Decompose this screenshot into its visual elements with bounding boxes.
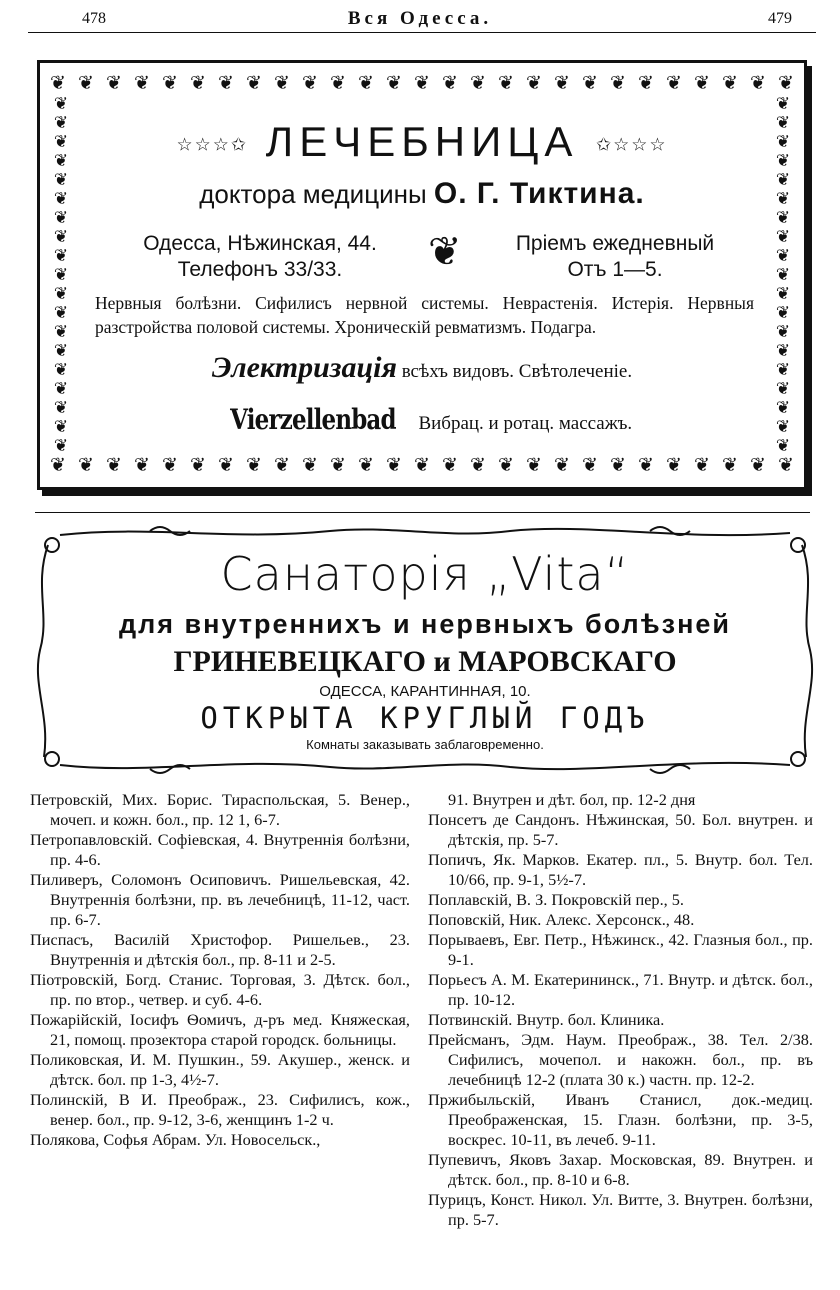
ornament-icon: ❦ [470,455,486,476]
ornament-icon: ❦ [498,73,514,94]
ornament-icon: ❦ [53,322,69,341]
ornament-icon: ❦ [775,398,791,417]
directory-entry-continuation: 91. Внутрен и дѣт. бол, пр. 12-2 дня [448,790,696,809]
ornament-icon: ❦ [53,436,69,455]
ornament-icon: ❦ [442,455,458,476]
clinic-advertisement [37,60,807,490]
ornament-icon: ❦ [694,73,710,94]
vierzellenbad-heading: Vierzellenbad [229,403,396,436]
doctor-line [50,177,794,211]
ornament-icon: ❦ [666,73,682,94]
running-header [30,6,810,34]
stars-right-decoration: ✩☆☆☆ [596,134,668,155]
ornament-icon: ❦ [78,73,94,94]
running-title: Вся Одесса. [347,8,493,29]
section-divider [35,512,810,513]
ornament-icon: ❦ [775,341,791,360]
ornament-icon: ❦ [274,73,290,94]
directory-entry: Понсетъ де Сандонъ. Нѣжинская, 50. Бол. внутрен. и дѣтскія, пр. 5-7. [428,810,813,849]
directory-entry: Писпасъ, Василій Христофор. Ришельев., 23. Внутреннія и дѣтскія бол., пр. 8-11 и 2-5. [30,930,410,969]
ornament-icon: ❦ [775,227,791,246]
ornament-icon: ❦ [470,73,486,94]
ornament-icon: ❦ [750,73,766,94]
ornament-icon: ❦ [162,73,178,94]
electrization-text: всѣхъ видовъ. Свѣтолеченіе. [401,361,633,382]
electrization-heading: Электризація [211,351,397,384]
ornament-icon: ❦ [190,73,206,94]
directory-entry: Прейсманъ, Эдм. Наум. Преображ., 38. Тел. 2/38. Сифилисъ, мочепол. и накожн. бол., пр. въ лечебницѣ 12-2 (плата 30 к.) частн. пр. 12-2. [428,1030,813,1089]
ornament-icon: ❦ [722,455,738,476]
page-number-left: 478 [82,10,106,27]
ornament-icon: ❦ [610,73,626,94]
ornament-icon: ❦ [722,73,738,94]
ornament-icon: ❦ [554,73,570,94]
directory-column-right [428,790,813,1230]
electrization-line [50,351,794,385]
ornament-icon: ❦ [386,73,402,94]
ornament-icon: ❦ [53,265,69,284]
ornament-icon: ❦ [106,455,122,476]
ornament-icon: ❦ [53,417,69,436]
clinic-title [50,118,794,166]
ornament-icon: ❦ [358,73,374,94]
doctor-prefix: доктора медицины [199,179,427,209]
ornament-icon: ❦ [50,73,66,94]
ornament-icon: ❦ [162,455,178,476]
directory-column-left [30,790,410,1150]
ornament-icon: ❦ [53,341,69,360]
clinic-hours [475,231,755,283]
ornament-icon: ❦ [302,455,318,476]
ornament-icon: ❦ [775,132,791,151]
clinic-address-line1: Одесса, Нѣжинская, 44. [143,232,377,255]
directory-entry: Поплавскій, В. З. Покровскій пер., 5. [428,890,684,909]
directory-entry: Пурицъ, Конст. Никол. Ул. Витте, 3. Внутрен. болѣзни, пр. 5-7. [428,1190,813,1229]
ornament-icon: ❦ [775,208,791,227]
ornament-icon: ❦ [53,113,69,132]
page-number-right: 479 [768,10,792,27]
ornament-border-bottom [50,455,794,477]
sanatorium-advertisement [30,525,820,775]
directory-entry: Поликовская, И. М. Пушкин., 59. Акушер., женск. и дѣтск. бол. пр 1-3, 4½-7. [30,1050,410,1089]
ornament-icon: ❦ [53,360,69,379]
sanatorium-subtitle: для внутреннихъ и нервныхъ болѣзней [119,609,731,639]
ornament-icon: ❦ [53,398,69,417]
ornament-icon: ❦ [218,73,234,94]
ornament-icon: ❦ [53,189,69,208]
ornament-icon: ❦ [778,73,794,94]
ornament-icon: ❦ [775,113,791,132]
ornament-icon: ❦ [775,303,791,322]
ornament-icon: ❦ [775,189,791,208]
clinic-hours-line1: Пріемъ ежедневный [515,232,715,255]
ornament-icon: ❦ [694,455,710,476]
directory-entry: Попичъ, Як. Марков. Екатер. пл., 5. Внутр. бол. Тел. 10/66, пр. 9-1, 5½-7. [428,850,813,889]
ornament-icon: ❦ [106,73,122,94]
ornament-icon: ❦ [53,132,69,151]
ornament-icon: ❦ [750,455,766,476]
ornament-icon: ❦ [775,151,791,170]
ornament-icon: ❦ [53,151,69,170]
ornament-icon: ❦ [134,455,150,476]
vierzellenbad-line [50,403,794,436]
ornament-icon: ❦ [53,284,69,303]
ornament-icon: ❦ [53,246,69,265]
sanatorium-open-notice: ОТКРЫТА КРУГЛЫЙ ГОДЪ [200,701,650,735]
sanatorium-booking-note: Комнаты заказывать заблаговременно. [306,737,544,752]
directory-entry: Полякова, Софья Абрам. Ул. Новосельск., [30,1130,321,1149]
ornament-icon: ❦ [330,73,346,94]
ornament-icon: ❦ [775,379,791,398]
ornament-icon: ❦ [775,95,791,113]
sanatorium-address: ОДЕССА, КАРАНТИННАЯ, 10. [319,683,531,700]
ornament-icon: ❦ [414,455,430,476]
sanatorium-owners: ГРИНЕВЕЦКАГО и МАРОВСКАГО [173,645,677,678]
ornament-icon: ❦ [778,455,794,476]
ornament-icon: ❦ [358,455,374,476]
ornament-icon: ❦ [386,455,402,476]
directory-entry: Пржибыльскій, Иванъ Станисл, док.-медиц. Преображенская, 15. Глазн. болѣзни, пр. 3-5, воскрес. 10-11, въ лечеб. 9-11. [428,1090,813,1149]
ornament-icon: ❦ [246,73,262,94]
directory-entry: Полинскій, В И. Преображ., 23. Сифилисъ, кож., венер. бол., пр. 9-12, 3-6, женщинъ 1-2 ч. [30,1090,410,1129]
ornament-icon: ❦ [53,208,69,227]
directory-entry: Пиливеръ, Соломонъ Осиповичъ. Ришельевская, 42. Внутреннія болѣзни, пр. въ лечебницѣ, 11-12, част. пр. 6-7. [30,870,410,929]
ornament-icon: ❦ [53,227,69,246]
ornament-icon: ❦ [274,455,290,476]
directory-entry: Потвинскій. Внутр. бол. Клиника. [428,1010,665,1029]
ornament-icon: ❦ [50,455,66,476]
ornament-border-top [50,73,794,95]
ornament-icon: ❦ [775,417,791,436]
header-rule [28,32,816,33]
ornament-icon: ❦ [498,455,514,476]
ornament-icon: ❦ [526,73,542,94]
ornament-icon: ❦ [414,73,430,94]
ornament-icon: ❦ [526,455,542,476]
ornament-icon: ❦ [775,360,791,379]
directory-entry: Порьесъ А. М. Екатерининск., 71. Внутр. и дѣтск. бол., пр. 10-12. [428,970,813,1009]
directory-entry: Петровскій, Мих. Борис. Тираспольская, 5. Венер., мочеп. и кожн. бол., пр. 12 1, 6-7. [30,790,410,829]
ornament-icon: ❦ [666,455,682,476]
ornament-icon: ❦ [218,455,234,476]
clinic-title-text: ЛЕЧЕБНИЦА [265,118,579,165]
sanatorium-title: Санаторія „Vita“ [220,547,630,601]
clinic-address [110,231,410,283]
clinic-description: Нервныя болѣзни. Сифилисъ нервной системы. Неврастенія. Истерія. Нервныя разстройства половой системы. Хроническій ревматизмъ. Подагра. [95,293,754,337]
ornament-icon: ❦ [582,455,598,476]
ornament-icon: ❦ [582,73,598,94]
directory-entry: Петропавловскій. Софіевская, 4. Внутреннія болѣзни, пр. 4-6. [30,830,410,869]
ornament-icon: ❦ [53,379,69,398]
ornament-icon: ❦ [775,246,791,265]
ornament-icon: ❦ [246,455,262,476]
vierzellenbad-text: Вибрац. и ротац. массажъ. [418,413,633,434]
stars-left-decoration: ☆☆☆✩ [176,134,248,155]
ornament-icon: ❦ [53,95,69,113]
ornament-icon: ❦ [638,73,654,94]
ornament-icon: ❦ [775,265,791,284]
ornament-icon: ❦ [190,455,206,476]
ornament-icon: ❦ [78,455,94,476]
directory-entry: Поповскій, Ник. Алекс. Херсонск., 48. [428,910,695,929]
directory-entry: Пупевичъ, Яковъ Захар. Московская, 89. Внутрен. и дѣтск. бол., пр. 8-10 и 6-8. [428,1150,813,1189]
doctor-name: О. Г. Тиктина. [433,177,645,210]
directory-entry: Пожарійскій, Іосифъ Ѳомичъ, д-ръ мед. Княжеская, 21, помощ. прозектора старой городск. больницы. [30,1010,410,1049]
ornament-icon: ❦ [554,455,570,476]
ornament-icon: ❦ [775,322,791,341]
ornament-icon: ❦ [330,455,346,476]
center-ornament-icon: ❦ [428,229,462,274]
ornament-icon: ❦ [775,436,791,455]
ornament-icon: ❦ [302,73,318,94]
ornament-icon: ❦ [775,284,791,303]
ornament-icon: ❦ [775,170,791,189]
ornament-icon: ❦ [442,73,458,94]
ornament-icon: ❦ [610,455,626,476]
ornament-icon: ❦ [134,73,150,94]
clinic-phone-line: Телефонъ 33/33. [177,258,343,281]
directory-entry: Порываевъ, Евг. Петр., Нѣжинск., 42. Глазныя бол., пр. 9-1. [428,930,813,969]
clinic-hours-line2: Отъ 1—5. [567,258,663,281]
ornament-icon: ❦ [53,170,69,189]
ornament-icon: ❦ [53,303,69,322]
directory-entry: Піотровскій, Богд. Станис. Торговая, 3. Дѣтск. бол., пр. по втор., четвер. и суб. 4-6. [30,970,410,1009]
ornament-icon: ❦ [638,455,654,476]
